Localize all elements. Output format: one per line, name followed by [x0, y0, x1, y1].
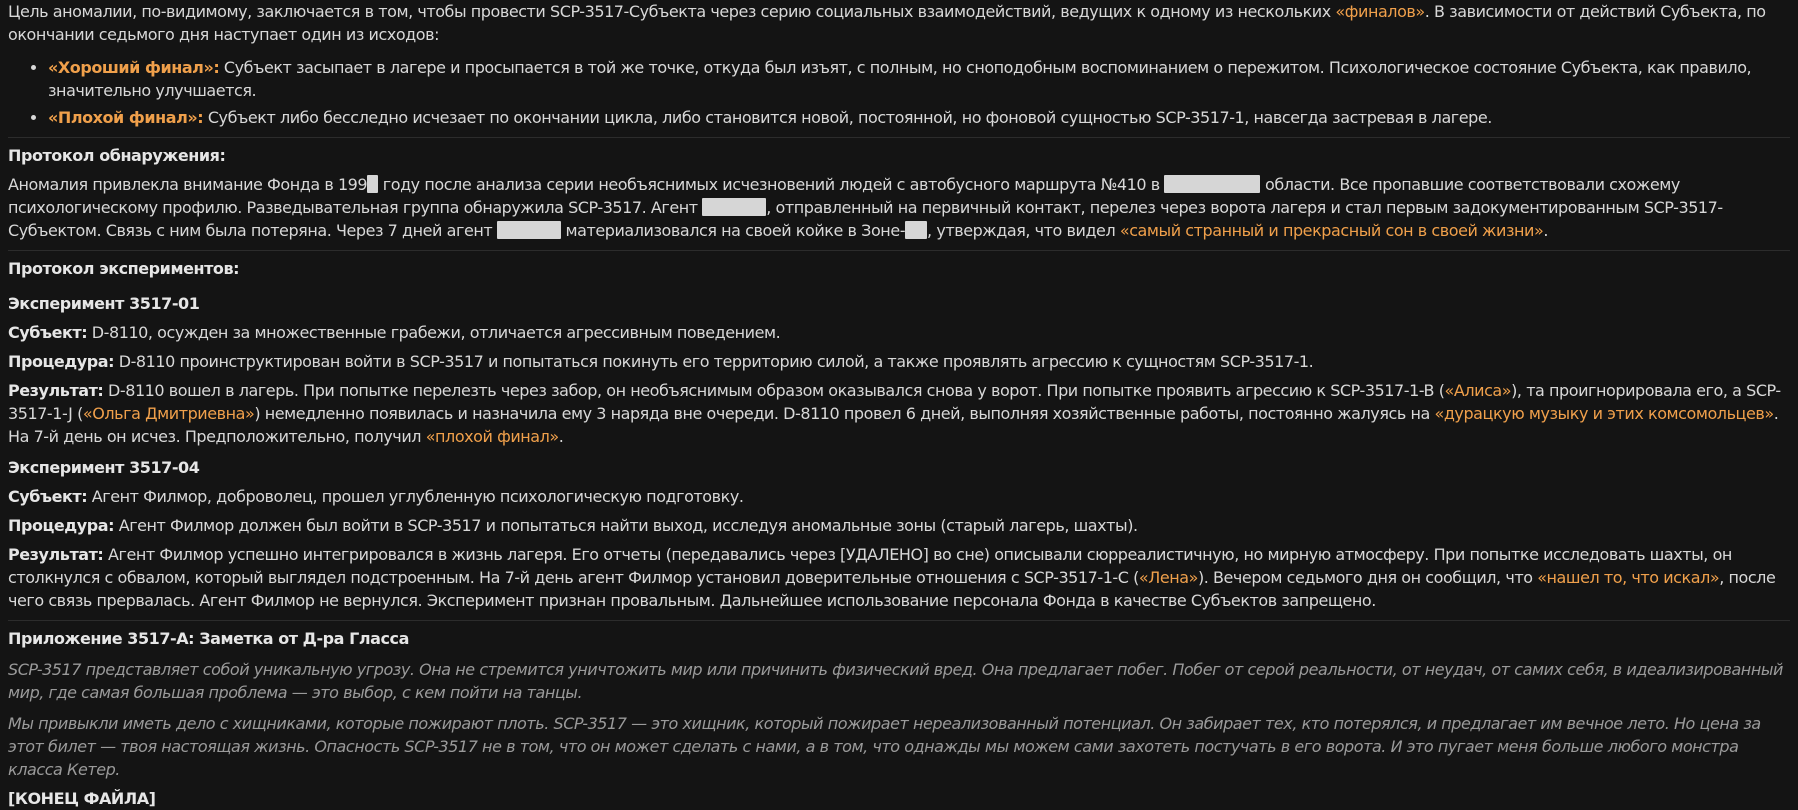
field-value: Агент Филмор успешно интегрировался в жизнь лагеря. Его отчеты (передавались через [УДАЛЕНО] во сне) описывали сюрреалистичную, но мирную атмосферу. При попытке исследовать шахты, он столкнулся с обвалом, который выглядел подстроенным. На 7-й день агент Филмор установил доверительные отношения с SCP-3517-1-С (: [8, 545, 1732, 587]
field-value: ). Вечером седьмого дня он сообщил, что: [1197, 568, 1538, 587]
intro-paragraph: [8, 0, 1790, 46]
field-label: Субъект:: [8, 323, 88, 342]
field-label: Результат:: [8, 381, 104, 400]
bad-final-label[interactable]: «Плохой финал»:: [48, 108, 204, 127]
discovery-text: области. Все пропавшие соответствовали схожему психологическому профилю. Разведывательная группа обнаружила SCP-3517. Агент: [8, 175, 1680, 217]
discovery-text: , утверждая, что видел: [927, 221, 1120, 240]
list-item-good-final: [48, 56, 1790, 102]
found-quote-link[interactable]: «нашел то, что искал»: [1537, 568, 1720, 587]
experiment-01-subject: [8, 321, 1790, 344]
discovery-paragraph: [8, 173, 1790, 242]
redacted-block: [702, 198, 766, 216]
appendix-paragraph-1: SCP-3517 представляет собой уникальную угрозу. Она не стремится уничтожить мир или причинить физический вред. Она предлагает побег. Побег от серой реальности, от неудач, от самих себя, в идеализированный мир, где самая большая проблема — это выбор, с кем пойти на танцы.: [8, 660, 1783, 702]
good-final-label[interactable]: «Хороший финал»:: [48, 58, 220, 77]
redacted-block: [905, 221, 927, 239]
field-value: D-8110 проинструктирован войти в SCP-3517 и попытаться покинуть его территорию силой, а также проявлять агрессию к сущностям SCP-3517-1.: [114, 352, 1314, 371]
experiment-01-procedure: [8, 350, 1790, 373]
document-body: [8, 0, 1790, 810]
appendix-paragraph-2: Мы привыкли иметь дело с хищниками, которые пожирают плоть. SCP-3517 — это хищник, который пожирает нереализованный потенциал. Он забирает тех, кто потерялся, и предлагает им вечное лето. Но цена за этот билет — твоя настоящая жизнь. Опасность SCP-3517 не в том, что он может сделать с нами, а в том, что однажды мы можем сами захотеть постучать в его ворота. И это пугает меня больше любого монстра класса Кетер.: [8, 714, 1761, 779]
experiment-01-result: [8, 379, 1790, 448]
intro-text-a: Цель аномалии, по-видимому, заключается в том, чтобы провести SCP-3517-Субъекта через серию социальных взаимодействий, ведущих к одному из нескольких: [8, 2, 1336, 21]
outcomes-list: [8, 56, 1790, 129]
divider: [8, 137, 1790, 138]
bad-final-link[interactable]: «плохой финал»: [425, 427, 559, 446]
experiment-04-title: Эксперимент 3517-04: [8, 458, 200, 477]
end-of-file-marker: [КОНЕЦ ФАЙЛА]: [8, 789, 156, 808]
field-value: ), та проигнорировала его, а SCP-3517-1-J (: [8, 381, 1781, 423]
field-value: Агент Филмор должен был войти в SCP-3517 и попытаться найти выход, исследуя аномальные зоны (старый лагерь, шахты).: [114, 516, 1138, 535]
experiments-heading: Протокол экспериментов:: [8, 259, 240, 278]
appendix-heading: Приложение 3517-А: Заметка от Д-ра Гласса: [8, 629, 409, 648]
redacted-block: [497, 221, 561, 239]
alisa-link[interactable]: «Алиса»: [1444, 381, 1512, 400]
intro-text-b: . В зависимости от действий Субъекта, по окончании седьмого дня наступает один из исходов:: [8, 2, 1766, 44]
field-label: Результат:: [8, 545, 104, 564]
field-label: Процедура:: [8, 352, 115, 371]
experiment-01-title: Эксперимент 3517-01: [8, 294, 200, 313]
lena-link[interactable]: «Лена»: [1138, 568, 1198, 587]
olga-link[interactable]: «Ольга Дмитриевна»: [82, 404, 255, 423]
field-value: D-8110 вошел в лагерь. При попытке перелезть через забор, он необъяснимым образом оказывался снова у ворот. При попытке проявить агрессию к SCP-3517-1-B (: [103, 381, 1445, 400]
discovery-heading: Протокол обнаружения:: [8, 146, 226, 165]
list-item-bad-final: [48, 106, 1790, 129]
field-value: Агент Филмор, доброволец, прошел углубленную психологическую подготовку.: [87, 487, 744, 506]
redacted-block: [1164, 175, 1260, 193]
discovery-text: материализовался на своей койке в Зоне-: [560, 221, 906, 240]
experiment-04-subject: [8, 485, 1790, 508]
field-value: ) немедленно появилась и назначила ему 3 наряда вне очереди. D-8110 провел 6 дней, выполняя хозяйственные работы, постоянно жалуясь на: [254, 404, 1435, 423]
finals-link[interactable]: «финалов»: [1335, 2, 1425, 21]
discovery-text: Аномалия привлекла внимание Фонда в 199: [8, 175, 368, 194]
discovery-text: году после анализа серии необъяснимых исчезновений людей с автобусного маршрута №410 в: [378, 175, 1165, 194]
discovery-text: , отправленный на первичный контакт, перелез через ворота лагеря и стал первым задокументированным SCP-3517-Субъектом. Связь с ним была потеряна. Через 7 дней агент: [8, 198, 1723, 240]
field-label: Субъект:: [8, 487, 88, 506]
field-value: . На 7-й день он исчез. Предположительно, получил: [8, 404, 1779, 446]
dream-quote-link[interactable]: «самый странный и прекрасный сон в своей жизни»: [1119, 221, 1544, 240]
field-value: .: [558, 427, 564, 446]
bad-final-text: Субъект либо бесследно исчезает по окончании цикла, либо становится новой, постоянной, но фоновой сущностью SCP-3517-1, навсегда застревая в лагере.: [203, 108, 1492, 127]
redacted-block: [367, 175, 378, 193]
field-label: Процедура:: [8, 516, 115, 535]
field-value: D-8110, осужден за множественные грабежи, отличается агрессивным поведением.: [87, 323, 781, 342]
good-final-text: Субъект засыпает в лагере и просыпается в той же точке, откуда был изъят, с полным, но сноподобным воспоминанием о пережитом. Психологическое состояние Субъекта, как правило, значительно улучшается.: [48, 58, 1752, 100]
divider: [8, 250, 1790, 251]
experiment-04-procedure: [8, 514, 1790, 537]
experiment-04-result: [8, 543, 1790, 612]
divider: [8, 620, 1790, 621]
field-value: , после чего связь прервалась. Агент Филмор не вернулся. Эксперимент признан провальным. Дальнейшее использование персонала Фонда в качестве Субъектов запрещено.: [8, 568, 1776, 610]
music-quote-link[interactable]: «дурацкую музыку и этих комсомольцев»: [1434, 404, 1774, 423]
discovery-text: .: [1543, 221, 1548, 240]
